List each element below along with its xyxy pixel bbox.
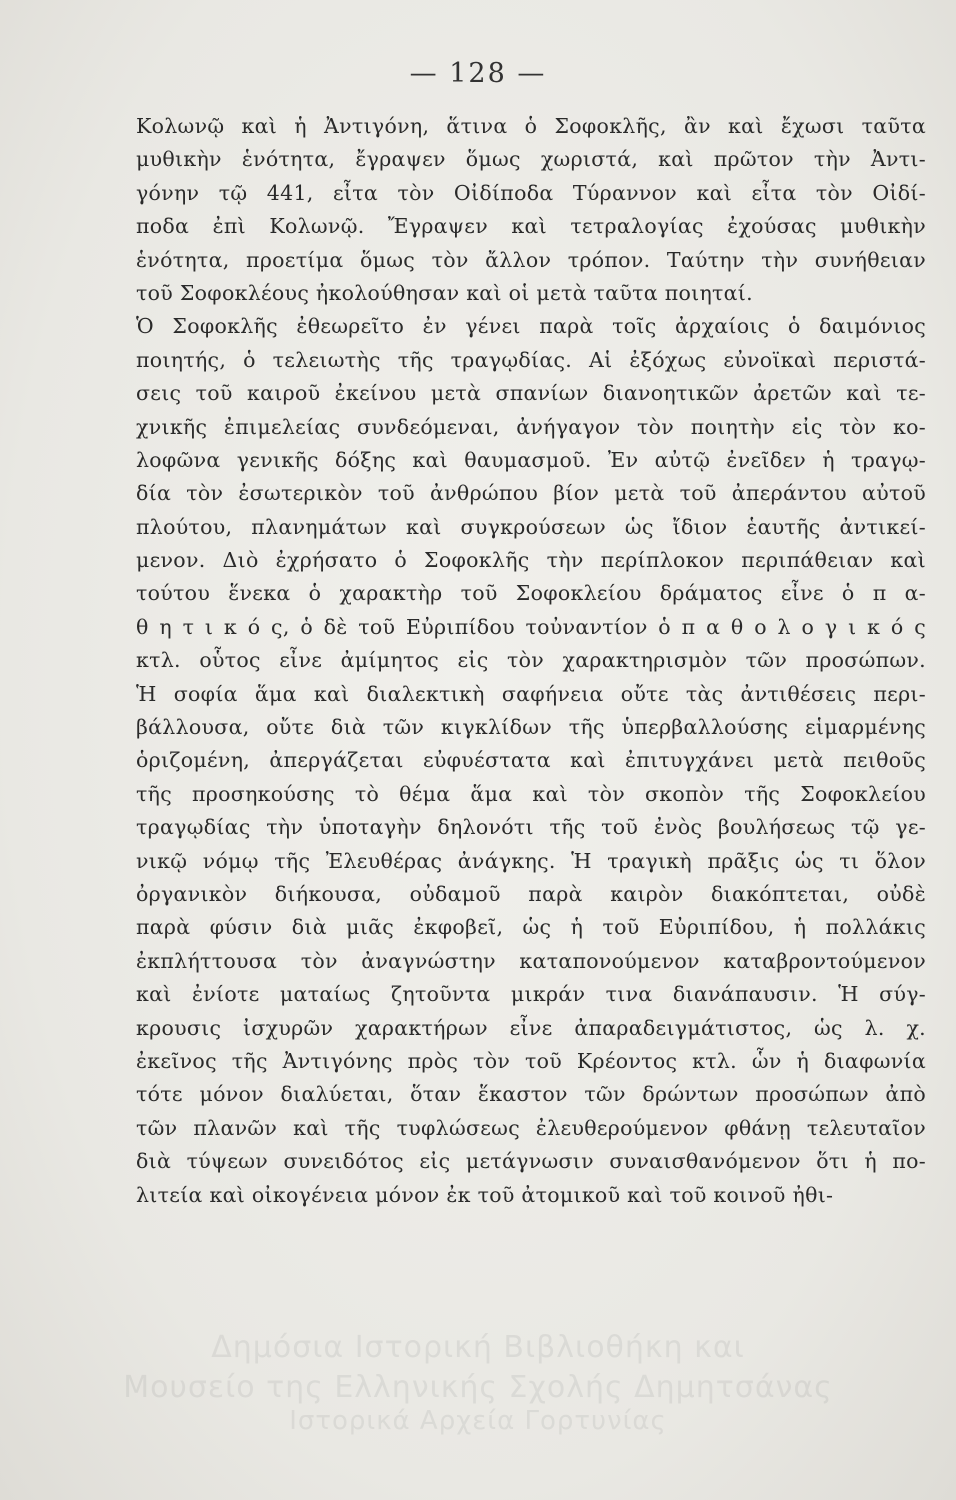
text-line: παρὰ φύσιν διὰ μιᾶς ἐκφοβεῖ, ὡς ἡ τοῦ Εὐριπίδου, ἡ πολλάκις [136, 915, 926, 940]
text-line: τραγῳδίας τὴν ὑποταγὴν δηλονότι τῆς τοῦ ἐνὸς βουλήσεως τῷ γε- [136, 815, 926, 840]
text-line: ποδα ἐπὶ Κολωνῷ. Ἔγραψεν καὶ τετραλογίας ἐχούσας μυθικὴν [136, 214, 926, 239]
text-line: ἑνότητα, προετίμα ὅμως τὸν ἄλλον τρόπον. Ταύτην τὴν συνήθειαν [136, 247, 926, 272]
text-line: θ η τ ι κ ό ς, ὁ δὲ τοῦ Εὐριπίδου τοὐναντίον ὁ π α θ ο λ ο γ ι κ ό ς [136, 614, 926, 639]
text-line: τούτου ἕνεκα ὁ χαρακτὴρ τοῦ Σοφοκλείου δράματος εἶνε ὁ π α- [136, 581, 926, 606]
text-line: Ὁ Σοφοκλῆς ἐθεωρεῖτο ἐν γένει παρὰ τοῖς ἀρχαίοις ὁ δαιμόνιος [136, 314, 926, 339]
text-line: μενον. Διὸ ἐχρήσατο ὁ Σοφοκλῆς τὴν περίπλοκον περιπάθειαν καὶ [136, 548, 926, 573]
text-line: σεις τοῦ καιροῦ ἐκείνου μετὰ σπανίων διανοητικῶν ἀρετῶν καὶ τε- [136, 381, 926, 406]
text-line: βάλλουσα, οὔτε διὰ τῶν κιγκλίδων τῆς ὑπερβαλλούσης εἱμαρμένης [136, 715, 926, 740]
text-line: διὰ τύψεων συνειδότος εἰς μετάγνωσιν συναισθανόμενον ὅτι ἡ πο- [136, 1149, 926, 1174]
text-line: κτλ. οὗτος εἶνε ἀμίμητος εἰς τὸν χαρακτηρισμὸν τῶν προσώπων. [136, 648, 926, 673]
text-line: Κολωνῷ καὶ ἡ Ἀντιγόνη, ἅτινα ὁ Σοφοκλῆς, ἂν καὶ ἔχωσι ταῦτα [136, 114, 926, 138]
body-text [136, 110, 926, 1212]
text-line: καὶ ἐνίοτε ματαίως ζητοῦντα μικράν τινα διανάπαυσιν. Ἡ σύγ- [136, 982, 926, 1007]
text-line: τότε μόνον διαλύεται, ὅταν ἕκαστον τῶν δρώντων προσώπων ἀπὸ [136, 1082, 926, 1107]
text-line: ὀργανικὸν διήκουσα, οὐδαμοῦ παρὰ καιρὸν διακόπτεται, οὐδὲ [136, 881, 926, 906]
text-line: ἐκπλήττουσα τὸν ἀναγνώστην καταπονούμενον καταβροντούμενον [136, 948, 926, 973]
text-line: γόνην τῷ 441, εἶτα τὸν Οἰδίποδα Τύραννον καὶ εἶτα τὸν Οἰδί- [136, 180, 926, 205]
text-line: τῆς προσηκούσης τὸ θέμα ἅμα καὶ τὸν σκοπὸν τῆς Σοφοκλείου [136, 781, 926, 806]
page-number: — 128 — [409, 58, 547, 89]
text-line: μυθικὴν ἑνότητα, ἔγραψεν ὅμως χωριστά, καὶ πρῶτον τὴν Ἀντι- [136, 147, 926, 172]
text-line: τῶν πλανῶν καὶ τῆς τυφλώσεως ἐλευθερούμενον φθάνῃ τελευταῖον [136, 1115, 926, 1140]
text-line: τοῦ Σοφοκλέους ἠκολούθησαν καὶ οἱ μετὰ ταῦτα ποιηταί. [136, 280, 753, 305]
text-line: κρουσις ἰσχυρῶν χαρακτήρων εἶνε ἀπαραδειγμάτιστος, ὡς λ. χ. [136, 1015, 926, 1040]
text-line: ἐκεῖνος τῆς Ἀντιγόνης πρὸς τὸν τοῦ Κρέοντος κτλ. ὧν ἡ διαφωνία [136, 1048, 926, 1073]
text-line: χνικῆς ἐπιμελείας συνδεόμεναι, ἀνήγαγον τὸν ποιητὴν εἰς τὸν κο- [136, 414, 926, 439]
watermark-line-2: Μουσείο της Ελληνικής Σχολής Δημητσάνας [123, 1370, 833, 1405]
text-line: ὁριζομένη, ἀπεργάζεται εὐφυέστατα καὶ ἐπιτυγχάνει μετὰ πειθοῦς [136, 748, 926, 773]
watermark-line-1: Δημόσια Ιστορική Βιβλιοθήκη και [211, 1330, 745, 1365]
text-line: πλούτου, πλανημάτων καὶ συγκρούσεων ὡς ἴδιον ἑαυτῆς ἀντικεί- [136, 514, 926, 539]
text-line: νικῷ νόμῳ τῆς Ἐλευθέρας ἀνάγκης. Ἡ τραγικὴ πρᾶξις ὡς τι ὅλον [136, 848, 926, 873]
text-line: ποιητής, ὁ τελειωτὴς τῆς τραγῳδίας. Αἱ ἐξόχως εὐνοϊκαὶ περιστά- [136, 347, 926, 372]
text-line: δία τὸν ἐσωτερικὸν τοῦ ἀνθρώπου βίον μετὰ τοῦ ἀπεράντου αὐτοῦ [136, 481, 926, 506]
text-line: λιτεία καὶ οἰκογένεια μόνον ἐκ τοῦ ἀτομικοῦ καὶ τοῦ κοινοῦ ἠθι- [136, 1182, 834, 1207]
text-line: λοφῶνα γενικῆς δόξης καὶ θαυμασμοῦ. Ἐν αὐτῷ ἐνεῖδεν ἡ τραγῳ- [136, 447, 926, 472]
text-line: Ἡ σοφία ἅμα καὶ διαλεκτικὴ σαφήνεια οὔτε τὰς ἀντιθέσεις περι- [136, 681, 926, 706]
watermark-line-3: Ιστορικά Αρχεία Γορτυνίας [289, 1406, 667, 1436]
